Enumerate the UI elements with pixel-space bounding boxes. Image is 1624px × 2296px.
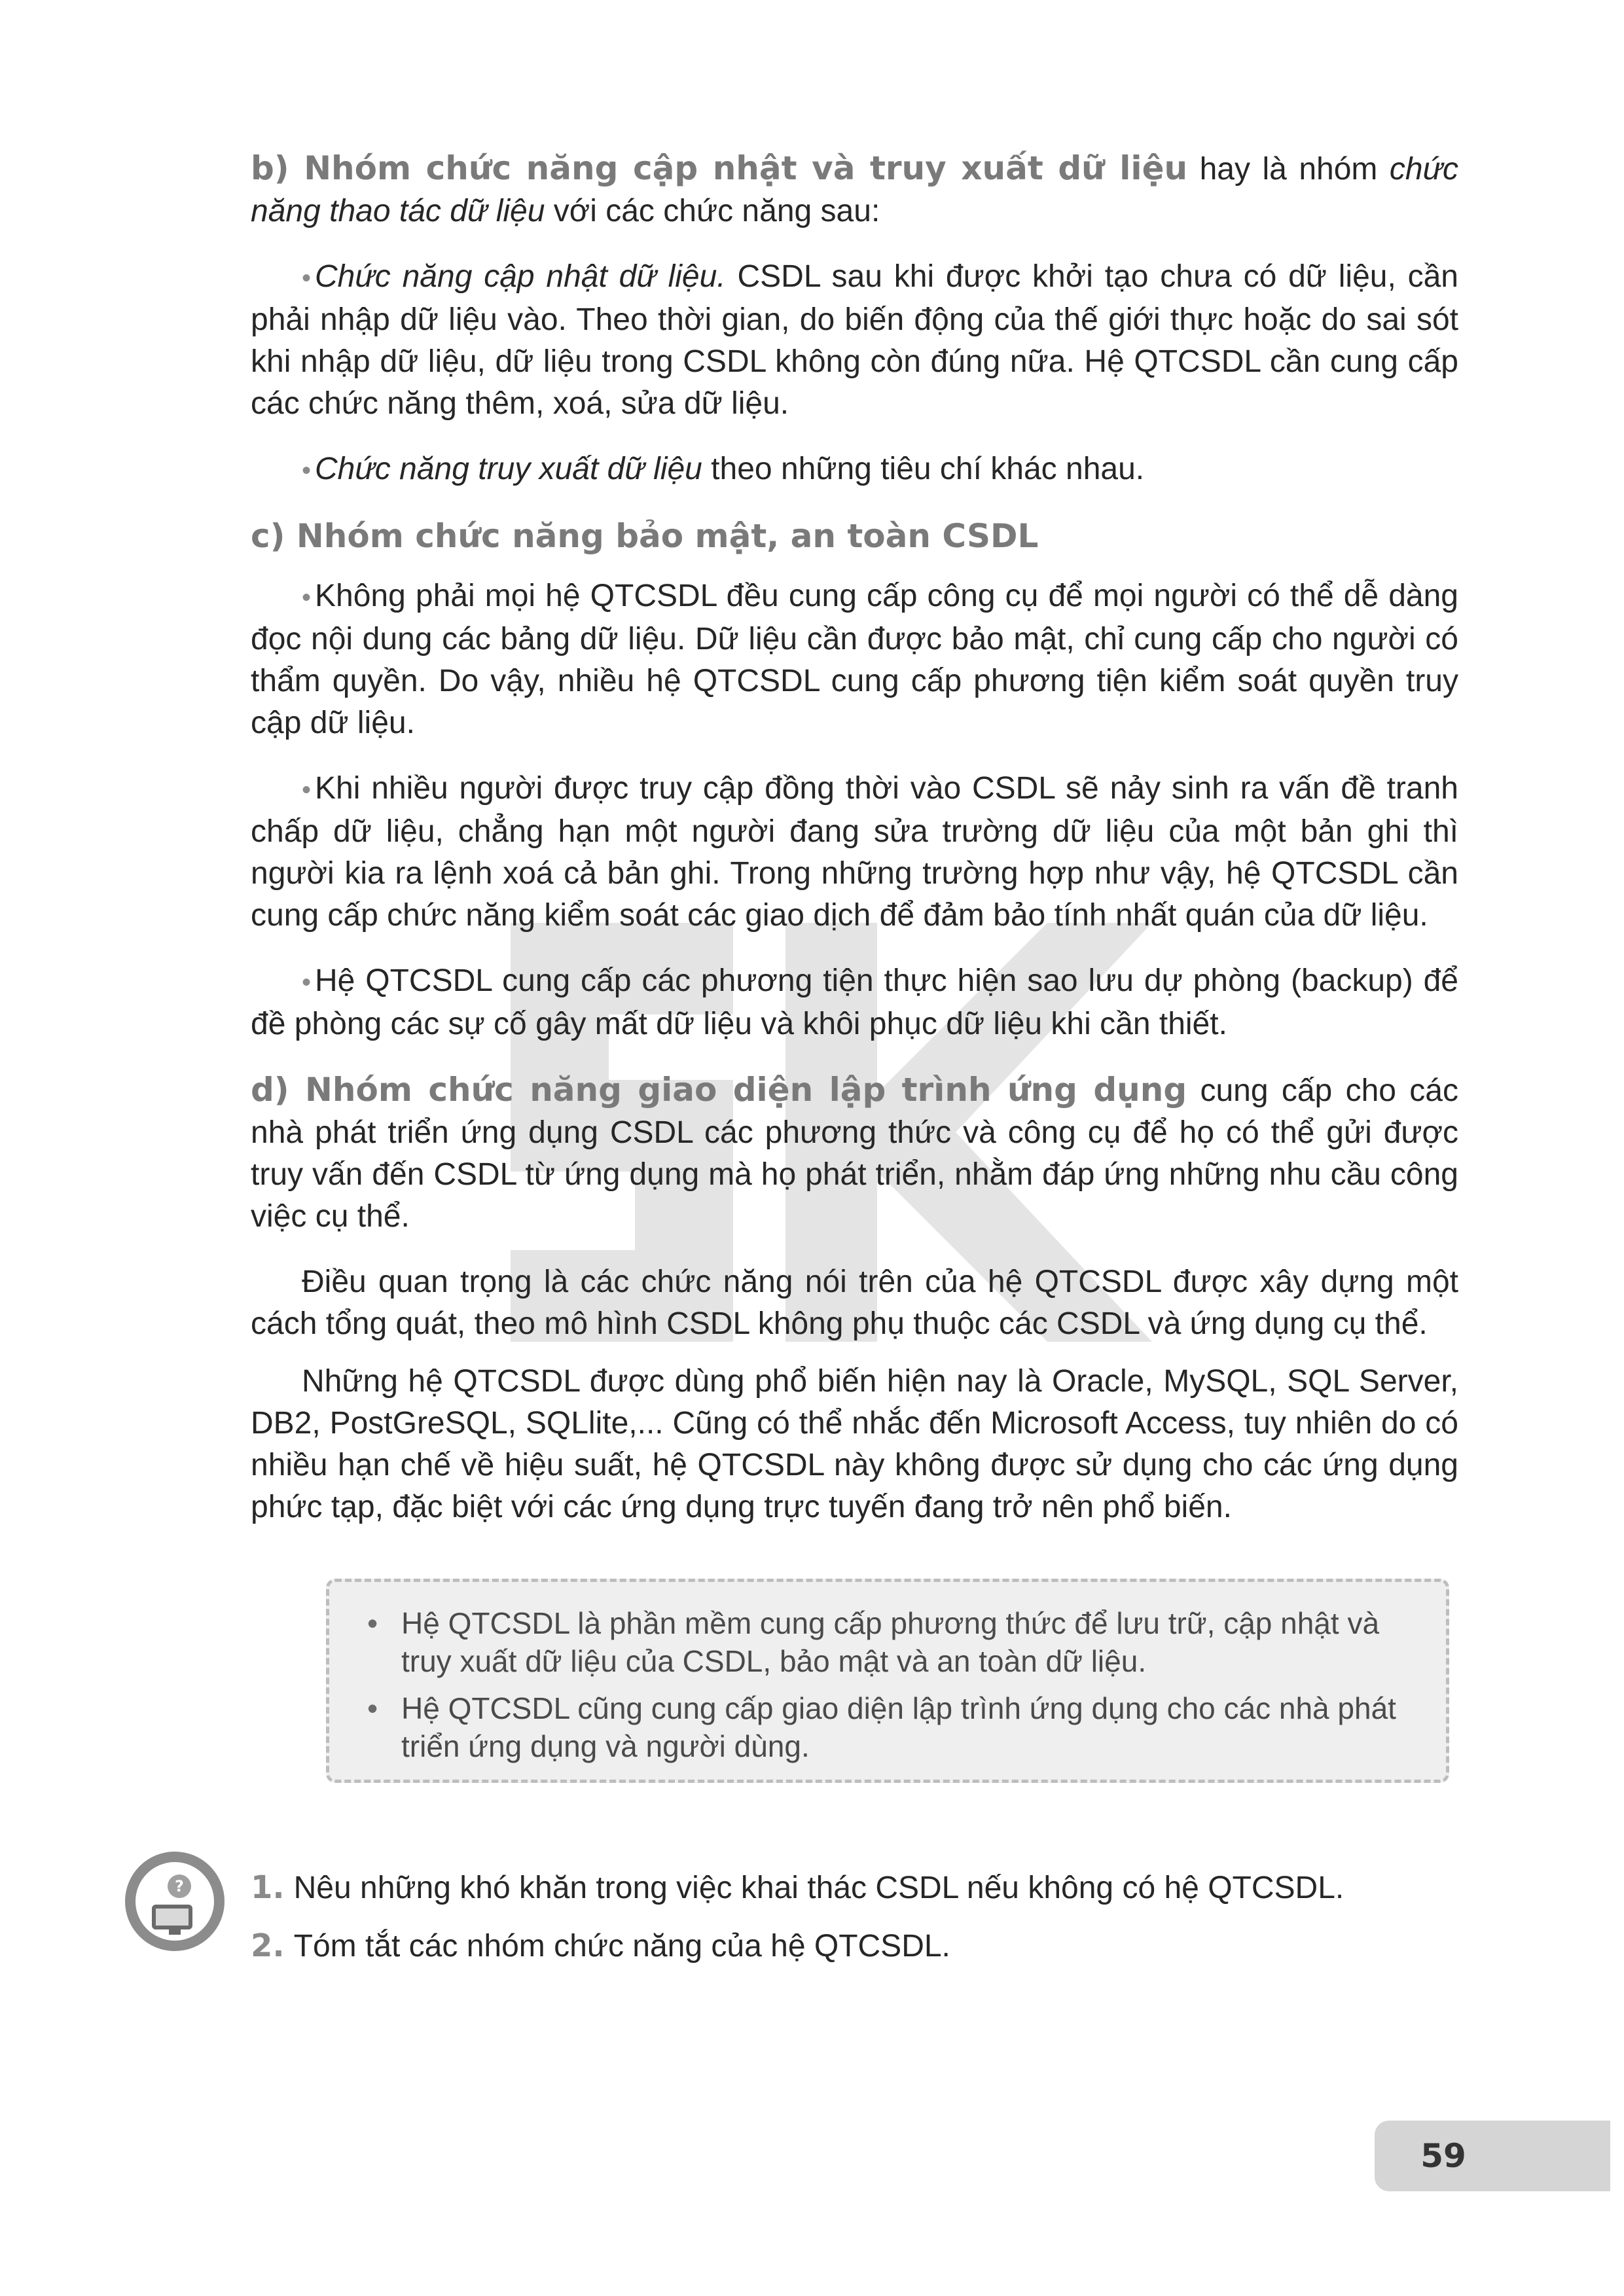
section-d — [251, 1069, 1458, 1238]
paragraph-popular-dbms: Những hệ QTCSDL được dùng phổ biến hiện nay là Oracle, MySQL, SQL Server, DB2, PostGreSQL, SQLlite,... Cũng có thể nhắc đến Microsoft Access, tuy nhiên do có nhiều hạn chế về hiệu suất, hệ QTCSDL này không được sử dụng cho các ứng dụng phức tạp, đặc biệt với các ứng dụng trực tuyến đang trở nên phổ biến. — [251, 1364, 1458, 1524]
question-item — [251, 1859, 1458, 1917]
section-c-item-1 — [251, 575, 1458, 744]
section-b-intro-end: với các chức năng sau: — [545, 194, 880, 228]
section-b-item-2-title: Chức năng truy xuất dữ liệu — [315, 452, 702, 486]
section-b-item-1-text: CSDL sau khi được khởi tạo chưa có dữ liệu, cần phải nhập dữ liệu vào. Theo thời gian, do biến động của thế giới thực hoặc do sai sót khi nhập dữ liệu, dữ liệu trong CSDL không còn đúng nữa. Hệ QTCSDL cần cung cấp các chức năng thêm, xoá, sửa dữ liệu. — [251, 259, 1459, 421]
section-b-heading: b) Nhóm chức năng cập nhật và truy xuất dữ liệu — [251, 149, 1188, 187]
page-body — [251, 147, 1458, 1552]
bullet-icon: • — [302, 583, 312, 612]
question-text: Nêu những khó khăn trong việc khai thác CSDL nếu không có hệ QTCSDL. — [293, 1871, 1344, 1905]
summary-item: • Hệ QTCSDL là phần mềm cung cấp phương thức để lưu trữ, cập nhật và truy xuất dữ liệu của CSDL, bảo mật và an toàn dữ liệu. — [401, 1604, 1420, 1680]
section-c-item-2-text: Khi nhiều người được truy cập đồng thời vào CSDL sẽ nảy sinh ra vấn đề tranh chấp dữ liệu, chẳng hạn một người đang sửa trường dữ liệu của một bản ghi thì người kia ra lệnh xoá cả bản ghi. Trong những trường hợp như vậy, hệ QTCSDL cần cung cấp chức năng kiểm soát các giao dịch để đảm bảo tính nhất quán của dữ liệu. — [251, 771, 1458, 933]
question-number: 2. — [251, 1928, 285, 1964]
question-icon — [123, 1850, 226, 1953]
question-number: 1. — [251, 1869, 285, 1906]
question-item — [251, 1917, 1458, 1975]
section-c-item-3-text: Hệ QTCSDL cung cấp các phương tiện thực hiện sao lưu dự phòng (backup) để đề phòng các sự cố gây mất dữ liệu và khôi phục dữ liệu khi cần thiết. — [251, 963, 1458, 1041]
section-d-text: cung cấp cho các nhà phát triển ứng dụng CSDL các phương thức và công cụ để họ có thể gửi được truy vấn đến CSDL từ ứng dụng mà họ phát triển, nhằm đáp ứng những nhu cầu công việc cụ thể. — [251, 1073, 1458, 1234]
section-b-item-1-title: Chức năng cập nhật dữ liệu. — [315, 259, 726, 294]
bullet-icon: • — [302, 264, 312, 293]
bullet-icon: • — [302, 776, 312, 804]
section-b-intro-italic: chức năng thao tác dữ liệu — [251, 152, 1458, 228]
section-b-item-2-text: theo những tiêu chí khác nhau. — [702, 452, 1145, 486]
bullet-icon: • — [302, 456, 312, 485]
section-b-intro-text: hay là nhóm — [1187, 152, 1390, 187]
section-d-heading: d) Nhóm chức năng giao diện lập trình ứng dụng — [251, 1071, 1187, 1109]
bullet-icon: • — [302, 968, 312, 997]
section-b-item-2 — [251, 448, 1458, 492]
question-list — [251, 1859, 1458, 1975]
section-c-item-3 — [251, 960, 1458, 1045]
paragraph-importance: Điều quan trọng là các chức năng nói trên của hệ QTCSDL được xây dựng một cách tổng quát, theo mô hình CSDL không phụ thuộc các CSDL và ứng dụng cụ thể. — [251, 1265, 1458, 1341]
summary-box — [326, 1579, 1449, 1783]
section-b-intro — [251, 147, 1458, 232]
summary-item: • Hệ QTCSDL cũng cung cấp giao diện lập trình ứng dụng cho các nhà phát triển ứng dụng và người dùng. — [401, 1689, 1420, 1765]
section-c-item-2 — [251, 768, 1458, 937]
section-c-heading-row — [251, 515, 1458, 558]
question-text: Tóm tắt các nhóm chức năng của hệ QTCSDL. — [293, 1929, 950, 1964]
section-b-item-1 — [251, 256, 1458, 425]
section-c-item-1-text: Không phải mọi hệ QTCSDL đều cung cấp công cụ để mọi người có thể dễ dàng đọc nội dung các bảng dữ liệu. Dữ liệu cần được bảo mật, chỉ cung cấp cho người có thẩm quyền. Do vậy, nhiều hệ QTCSDL cung cấp phương tiện kiểm soát quyền truy cập dữ liệu. — [251, 579, 1458, 740]
svg-text:?: ? — [175, 1877, 184, 1895]
section-c-heading: c) Nhóm chức năng bảo mật, an toàn CSDL — [251, 517, 1039, 555]
page-number: 59 — [1420, 2137, 1466, 2175]
